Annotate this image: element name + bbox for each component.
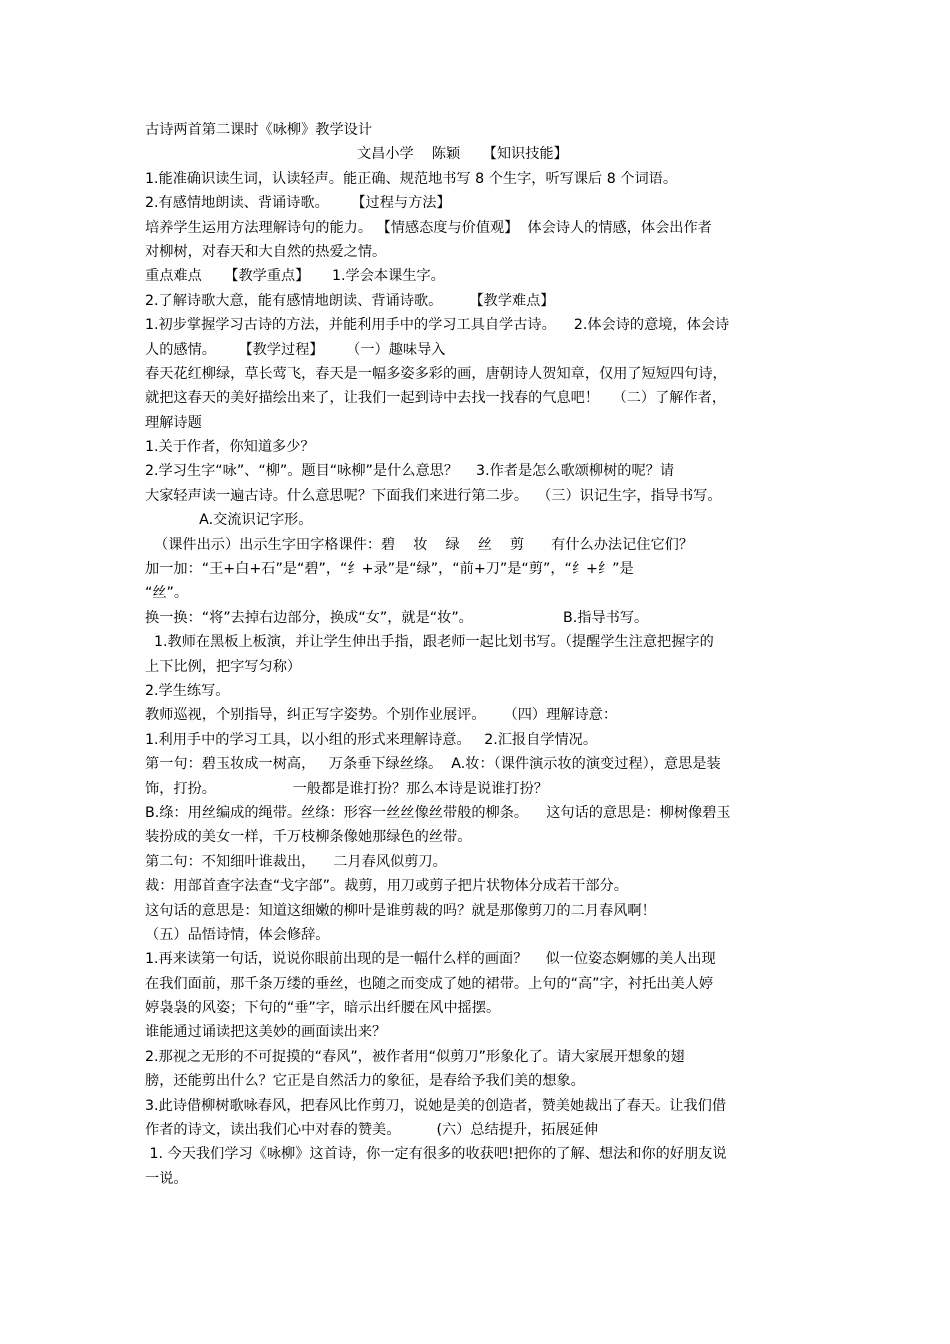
text-line: 裁：用部首查字法查“戈字部”。裁剪，用刀或剪子把片状物体分成若干部分。: [145, 878, 628, 895]
text-line: 大家轻声读一遍古诗。什么意思呢？下面我们来进行第二步。 （三）识记生字，指导书写。: [145, 487, 722, 504]
text-line: 谁能通过诵读把这美妙的画面读出来？: [145, 1024, 387, 1041]
text-line: 第二句：不知细叶谁裁出， 二月春风似剪刀。: [145, 853, 447, 870]
text-line: 1.教师在黑板上板演，并让学生伸出手指，跟老师一起比划书写。（提醒学生注意把握字的: [145, 634, 714, 651]
text-line: 1.关于作者，你知道多少？: [145, 439, 315, 456]
text-line: 1.再来读第一句话，说说你眼前出现的是一幅什么样的画面？ 似一位姿态婀娜的美人出现: [145, 951, 716, 968]
text-line: （五）品悟诗情，体会修辞。: [145, 926, 330, 943]
document-page: [145, 118, 813, 1191]
text-line: 文昌小学 陈颖 【知识技能】: [145, 146, 568, 163]
text-line: 就把这春天的美好描绘出来了，让我们一起到诗中去找一找春的气息吧！ （二）了解作者，: [145, 390, 727, 407]
text-line: 饰，打扮。 一般都是谁打扮？那么本诗是说谁打扮？: [145, 780, 548, 797]
text-line: B.绦：用丝编成的绳带。丝绦：形容一丝丝像丝带般的柳条。 这句话的意思是：柳树像碧玉: [145, 804, 731, 821]
text-line: 2.那视之无形的不可捉摸的“春风”，被作者用“似剪刀”形象化了。请大家展开想象的翅: [145, 1048, 685, 1065]
text-line: 装扮成的美女一样，千万枝柳条像她那绿色的丝带。: [145, 829, 472, 846]
text-line: 作者的诗文，读出我们心中对春的赞美。 (六）总结提升，拓展延伸: [145, 1122, 599, 1139]
text-line: 培养学生运用方法理解诗句的能力。 【情感态度与价值观】 体会诗人的情感，体会出作者: [145, 219, 712, 236]
text-line: 3.此诗借柳树歌咏春风，把春风比作剪刀，说她是美的创造者，赞美她裁出了春天。让我们借: [145, 1097, 727, 1114]
text-line: 2.学生练写。: [145, 682, 230, 699]
text-line: 2.了解诗歌大意，能有感情地朗读、背诵诗歌。 【教学难点】: [145, 292, 555, 309]
text-line: 换一换：“将”去掉右边部分，换成“女”，就是“妆”。 B.指导书写。: [145, 609, 649, 626]
text-line: 春天花红柳绿，草长莺飞，春天是一幅多姿多彩的画，唐朝诗人贺知章，仅用了短短四句诗，: [145, 365, 727, 382]
text-line: 2.学习生字“咏”、“柳”。题目“咏柳”是什么意思？ 3.作者是怎么歌颂柳树的呢？请: [145, 463, 675, 480]
text-line: A.交流识记字形。: [145, 512, 313, 529]
text-line: 1.利用手中的学习工具，以小组的形式来理解诗意。 2.汇报自学情况。: [145, 731, 598, 748]
text-line: 重点难点 【教学重点】 1.学会本课生字。: [145, 268, 445, 285]
text-line: 教师巡视，个别指导，纠正写字姿势。个别作业展评。 （四）理解诗意：: [145, 707, 618, 724]
text-line: 理解诗题: [145, 414, 202, 431]
text-line: 上下比例，把字写匀称）: [145, 658, 302, 675]
text-line: 1.能准确识读生词，认读轻声。能正确、规范地书写 8 个生字，听写课后 8 个词语。: [145, 170, 678, 187]
text-line: 这句话的意思是：知道这细嫩的柳叶是谁剪裁的吗？就是那像剪刀的二月春风啊！: [145, 902, 656, 919]
document-title: 古诗两首第二课时《咏柳》教学设计: [145, 122, 373, 138]
text-line: 在我们面前，那千条万缕的垂丝，也随之而变成了她的裙带。上句的“高”字，衬托出美人婷: [145, 975, 714, 992]
text-line: 1.初步掌握学习古诗的方法，并能利用手中的学习工具自学古诗。 2.体会诗的意境，体会诗: [145, 317, 730, 334]
text-line: “丝”。: [145, 585, 189, 602]
text-line: 婷袅袅的风姿；下句的“垂”字，暗示出纤腰在风中摇摆。: [145, 1000, 501, 1017]
text-line: 对柳树，对春天和大自然的热爱之情。: [145, 243, 387, 260]
text-line: 第一句：碧玉妆成一树高， 万条垂下绿丝绦。 A.妆：（课件演示妆的演变过程），意思是装: [145, 756, 721, 773]
text-line: 膀，还能剪出什么？它正是自然活力的象征，是春给予我们美的想象。: [145, 1073, 585, 1090]
text-line: 一说。: [145, 1170, 188, 1187]
text-line: 1. 今天我们学习《咏柳》这首诗，你一定有很多的收获吧!把你的了解、想法和你的好朋友说: [145, 1146, 727, 1163]
text-line: 2.有感情地朗读、背诵诗歌。 【过程与方法】: [145, 195, 451, 212]
text-line: （课件出示）出示生字田字格课件：碧 妆 绿 丝 剪 有什么办法记住它们？: [145, 536, 694, 553]
text-line: 加一加：“王+白+石”是“碧”，“纟+录”是“绿”，“前+刀”是“剪”，“纟+纟”是: [145, 561, 634, 578]
text-line: 人的感情。 【教学过程】 （一）趣味导入: [145, 341, 446, 358]
